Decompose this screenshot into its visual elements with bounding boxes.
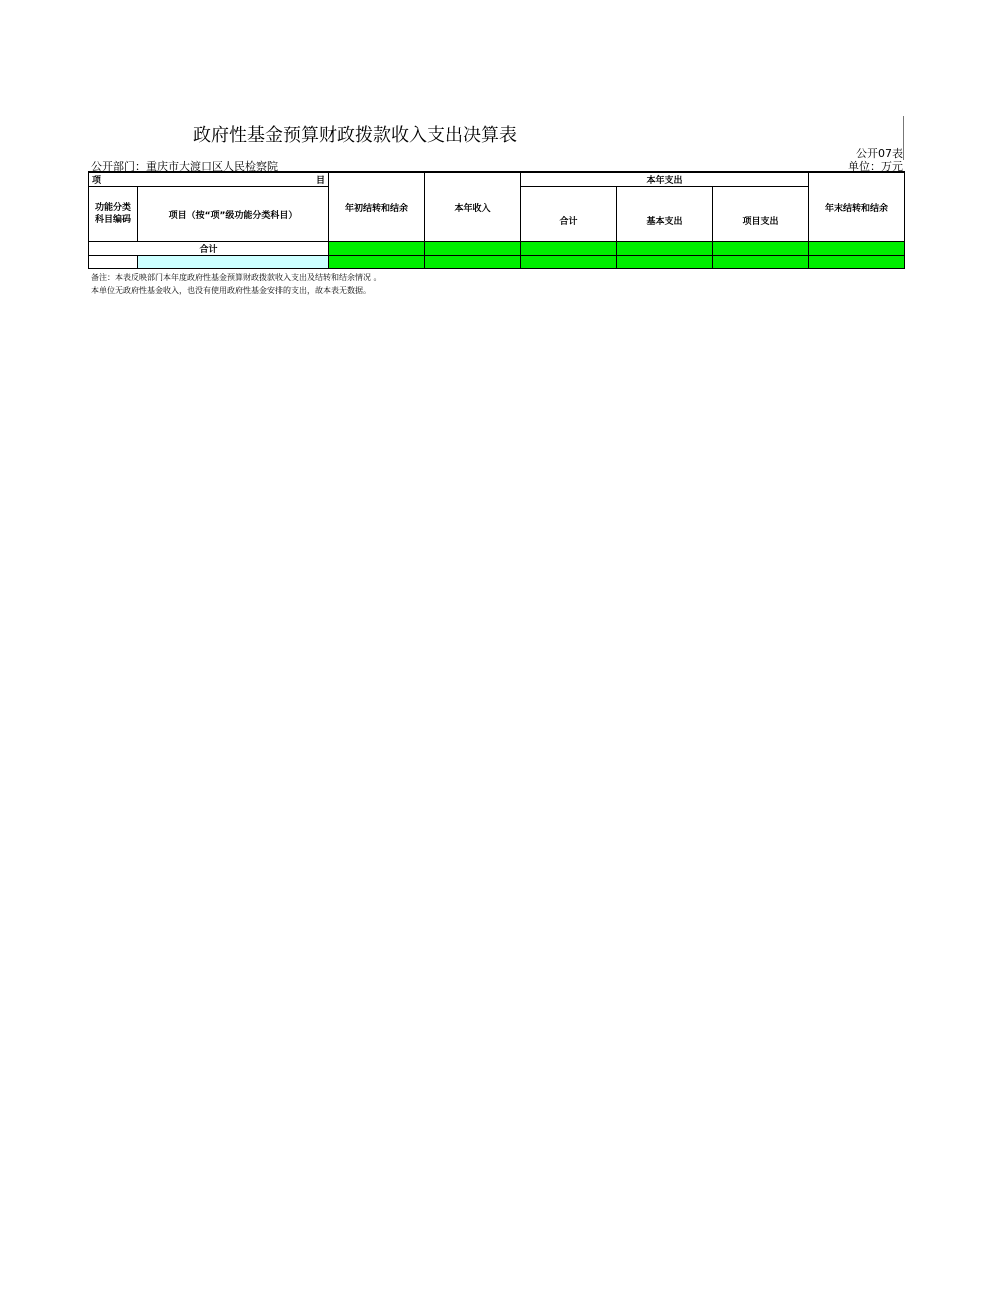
header-current-expense: 本年支出: [521, 172, 809, 187]
header-closing-balance: 年末结转和结余: [809, 172, 905, 242]
header-xiang-mu: [89, 172, 329, 187]
header-row-1: [89, 172, 905, 187]
data-expense-total-cell: [521, 256, 617, 269]
department-label: 公开部门：重庆市大渡口区人民检察院: [91, 160, 278, 173]
total-row-label: 合计: [89, 242, 329, 256]
header-current-income: 本年收入: [425, 172, 521, 242]
data-income-cell: [425, 256, 521, 269]
page-title: 政府性基金预算财政拨款收入支出决算表: [193, 125, 517, 146]
form-number: 公开07表: [856, 147, 903, 160]
note-line-2: 本单位无政府性基金收入，也没有使用政府性基金安排的支出，故本表无数据。: [91, 286, 371, 295]
total-expense-total-cell: [521, 242, 617, 256]
data-expense-basic-cell: [617, 256, 713, 269]
header-expense-total: 合计: [521, 187, 617, 242]
budget-table: [88, 171, 905, 269]
header-expense-project: 项目支出: [713, 187, 809, 242]
header-code-col: [89, 187, 138, 242]
header-xiang: 项: [92, 176, 102, 186]
data-row: [89, 256, 905, 269]
unit-label: 单位：万元: [848, 160, 903, 173]
total-expense-project-cell: [713, 242, 809, 256]
data-name-cell: [138, 256, 329, 269]
total-opening-balance-cell: [329, 242, 425, 256]
header-code-label: 功能分类科目编码: [94, 203, 131, 225]
header-expense-basic: 基本支出: [617, 187, 713, 242]
total-row: [89, 242, 905, 256]
total-income-cell: [425, 242, 521, 256]
total-closing-balance-cell: [809, 242, 905, 256]
data-code-cell: [89, 256, 138, 269]
data-expense-project-cell: [713, 256, 809, 269]
note-line-1: 备注：本表反映部门本年度政府性基金预算财政拨款收入支出及结转和结余情况 。: [91, 273, 382, 282]
header-mu: 目: [315, 176, 325, 186]
page-edge-line: [903, 116, 904, 160]
header-opening-balance: 年初结转和结余: [329, 172, 425, 242]
data-opening-balance-cell: [329, 256, 425, 269]
data-closing-balance-cell: [809, 256, 905, 269]
header-name-col: 项目（按“项”级功能分类科目）: [138, 187, 329, 242]
total-expense-basic-cell: [617, 242, 713, 256]
